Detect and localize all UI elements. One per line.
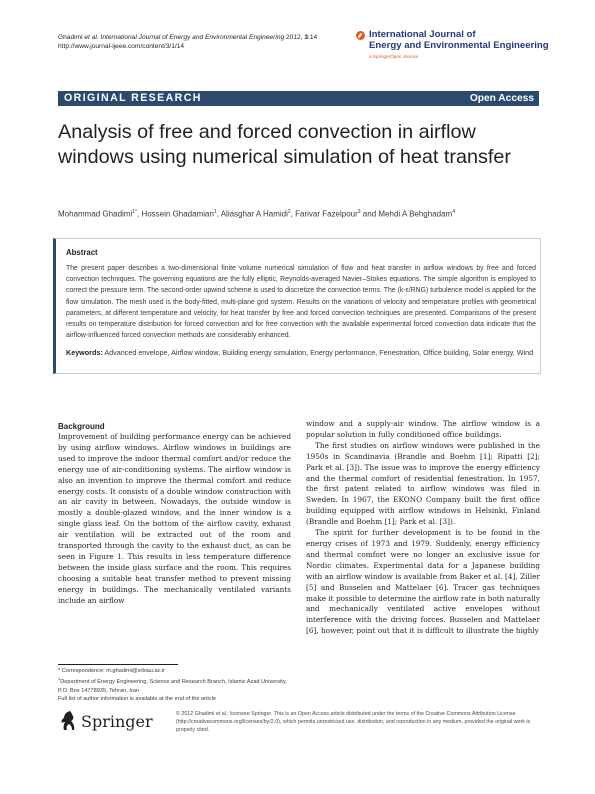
citation-header (58, 33, 317, 51)
open-access-label: Open Access (469, 93, 534, 104)
author-affiliation-sup: 4 (452, 209, 455, 215)
author-name: Aliasghar A Hamidi (220, 209, 288, 219)
article-url-link[interactable]: http://www.journal-ijeee.com/content/3/1/14 (58, 43, 185, 50)
author-separator: , (290, 209, 296, 219)
author-affiliation-sup: 1* (132, 209, 137, 215)
footnotes (58, 667, 293, 703)
license-statement: © 2012 Ghadimi et al.; licensee Springer. This is an Open Access article distributed under the terms of the Creative Commons Attribution License (http://creativecommons.org/licenses/by/2.0), which permits unrestricted use, distribution, and reproduction in any medium, provided the original work is properly cited. (176, 711, 531, 734)
springer-logo[interactable] (58, 709, 178, 739)
keywords (66, 347, 536, 359)
article-title: Analysis of free and forced convection in airflow windows using numerical simulation of heat transfer (58, 121, 511, 168)
background-heading: Background (58, 422, 105, 431)
author-separator: , (216, 209, 221, 219)
keywords-label: Keywords: (66, 348, 103, 357)
citation-etal: et al. (84, 34, 99, 41)
journal-publisher-tagline: a SpringerOpen Journal (369, 54, 418, 59)
springer-horse-icon (58, 709, 78, 733)
keywords-list: Advanced envelope, Airflow window, Building energy simulation, Energy performance, Fenestration, Office building, Solar energy, Wind (102, 348, 534, 357)
journal-logo[interactable] (356, 28, 549, 68)
article-type-label: ORIGINAL RESEARCH (64, 92, 202, 104)
author-name: Farivar Fazelpour (295, 209, 358, 219)
abstract-box (53, 238, 541, 374)
author-affiliation-sup: 2 (287, 209, 291, 215)
author-name: Mohammad Ghadimi (58, 209, 133, 219)
springer-wordmark: Springer (81, 712, 153, 731)
body-column-right (306, 419, 540, 637)
citation-volume: 3 (304, 34, 309, 41)
article-type-band (58, 91, 539, 106)
citation-journal: International Journal of Energy and Environmental Engineering (98, 34, 285, 41)
author-affiliation-sup: 3 (357, 209, 361, 215)
citation-line: Ghadimi et al. International Journal of Energy and Environmental Engineering 2012, 3:14 (58, 34, 318, 41)
abstract-text: The present paper describes a two-dimensional finite volume numerical simulation of flow and heat transfer in airflow windows by free and forced convection techniques. The governing equations are the fully elliptic, Reynolds-averaged Navier–Stokes equations. The simple algorithm is employed to correct the pressure term. The second-order upwind scheme is used to discretize the convection terms. The (k-ε/RNG) turbulence model is applied for the flow simulation. The mesh used is the body-fitted, multi-plane grid system. Results on the variations of velocity and temperature profiles with geometrical parameters, at different temperature and velocity, for heat transfer by free and forced convection techniques are presented. Comparisons of the present results on temperature distribution for forced convection and for free convection with the available experimental forced convection data indicate that the airflow-influenced forced convection methods are considerably enhanced. (66, 265, 536, 340)
author-separator: , (136, 209, 142, 219)
body-paragraph: The first studies on airflow windows were published in the 1950s in Scandinavia (Brandle and Boehm [1]; Ripatti [2]; Park et al. [3]). The issue was to improve the energy efficiency and the thermal comfort of residential fenestration. In 1957, the first patent related to airflow windows was filed in Sweden. In 1967, the EKONO Company built the first office building equipped with airflow windows in Helsinki, Finland (Brandle and Boehm [1]; Park et al. [3]). (306, 440, 540, 527)
body-paragraph: Improvement of building performance energy can be achieved by using airflow windows. Airflow windows in buildings are used to improve the indoor thermal comfort and/or reduce the energy use of air-conditioning systems. The airflow window is also an invention to improve the thermal comfort and reduce energy costs. It consists of a double window construction with an air cavity in between. Nowadays, the outside window is mostly a double-glazed window, and the inner window is a single glass leaf. On the bottom of the airflow cavity, exhaust air ventilation will be extracted out of the room and transported through the cavity to the exhaust duct, as can be seen in Figure 1. This results in less temperature difference between the inside glass surface and the room. This requires choosing a suitable heat transfer method to prevent missing energy in buildings. The mechanically ventilated variants include an airflow (58, 432, 291, 605)
body-column-left (58, 432, 291, 607)
affiliation-note: $^1$Department of Energy Engineering, Science and Research Branch, Islamic Azad University, P.O. Box 14778935, Tehran, Iran (58, 676, 287, 694)
abstract-heading: Abstract (66, 248, 98, 257)
body-paragraph: The spirit for further development is to be found in the energy crises of 1973 and 1979. Suddenly, energy efficiency and thermal comfort were no longer an exclusive issue for Nordic climates. Experimental data for a Japanese building with an airflow window is available from Baker et al. [4], Ziller [5] and Busselen and Mattelaer [6]. Tracer gas techniques make it possible to determine the airflow rate in both naturally and mechanically ventilated active envelopes without interference with the driving forces. Busselen and Mattelaer [6], however, point out that it is difficult to illustrate the highly (306, 528, 540, 636)
author-list (58, 207, 548, 220)
author-name: Hossein Ghadamian (141, 209, 214, 219)
full-list-note: Full list of author information is available at the end of the article (58, 696, 216, 703)
author-name: Mehdi A Behghadam (378, 209, 453, 219)
journal-name: International Journal of Energy and Environmental Engineering (369, 29, 549, 51)
springeropen-mark-icon (356, 31, 365, 40)
correspondence-note: * Correspondence: m.ghadimi@srbiau.ac.ir (58, 668, 166, 674)
body-paragraph: window and a supply-air window. The airflow window is a popular solution in fully conditioned office buildings. (306, 419, 540, 439)
footnote-divider (58, 664, 178, 665)
author-affiliation-sup: 1 (213, 209, 217, 215)
author-separator: and (360, 209, 379, 219)
